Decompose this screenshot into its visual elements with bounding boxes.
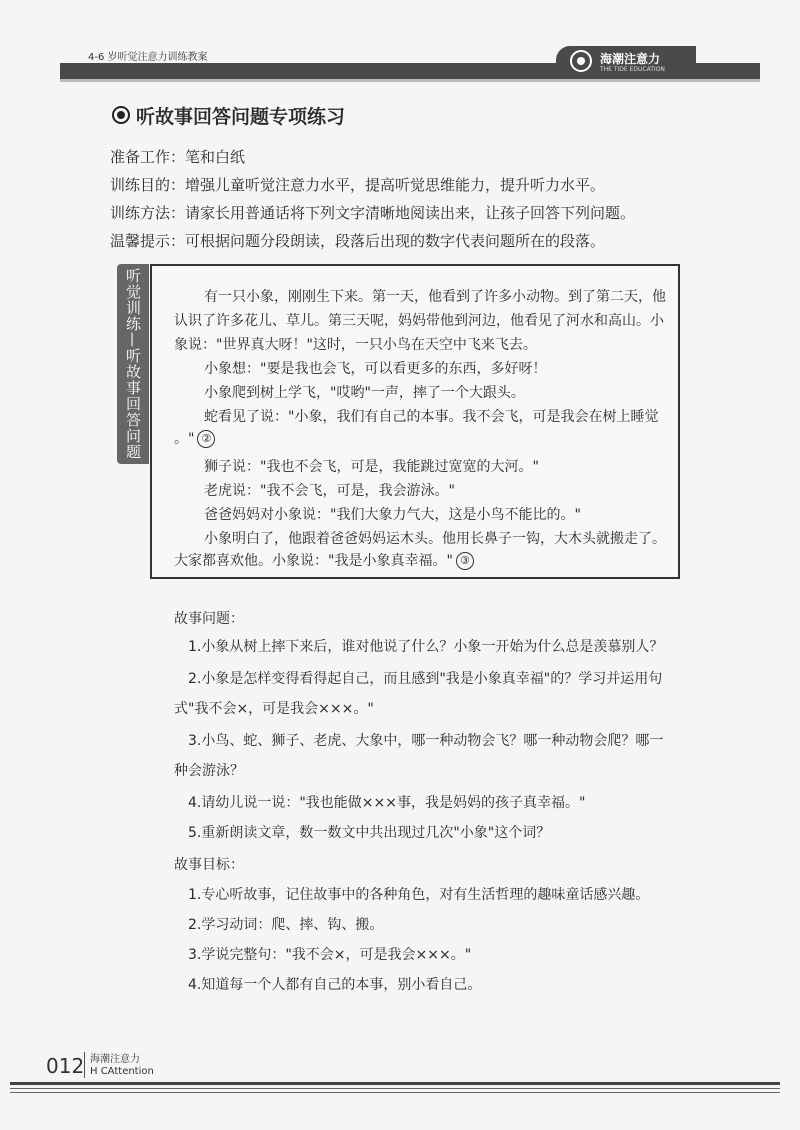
paragraph-marker-2: ② xyxy=(197,430,215,448)
info-tip: 温馨提示：可根据问题分段朗读，段落后出现的数字代表问题所在的段落。 xyxy=(110,232,606,250)
story-line: 蛇看见了说："小象，我们有自己的本事。我不会飞，可是我会在树上睡觉 xyxy=(204,409,659,425)
story-line: 小象想："要是我也会飞，可以看更多的东西，多好呀！ xyxy=(204,361,547,377)
bullet-circle-icon xyxy=(112,106,130,124)
story-line: 爸爸妈妈对小象说："我们大象力气大，这是小鸟不能比的。" xyxy=(204,507,581,523)
footer-rule xyxy=(10,1092,780,1093)
story-line: 老虎说："我不会飞，可是，我会游泳。" xyxy=(204,483,455,499)
footer-rule xyxy=(10,1088,780,1089)
goals-heading: 故事目标： xyxy=(174,857,244,873)
question-item: 5.重新朗读文章，数一数文中共出现过几次"小象"这个词？ xyxy=(188,825,551,841)
goal-item: 2.学习动词：爬、摔、钩、搬。 xyxy=(188,917,384,933)
questions-heading: 故事问题： xyxy=(174,611,244,627)
brand-subtitle: THE TIDE EDUCATION xyxy=(600,66,665,73)
story-line: 象说："世界真大呀！"这时，一只小鸟在天空中飞来飞去。 xyxy=(174,337,537,353)
question-item: 3.小鸟、蛇、狮子、老虎、大象中，哪一种动物会飞？哪一种动物会爬？哪一 xyxy=(188,733,664,749)
header-underline xyxy=(60,79,760,82)
info-purpose: 训练目的：增强儿童听觉注意力水平，提高听觉思维能力，提升听力水平。 xyxy=(110,176,606,194)
story-line: 小象明白了，他跟着爸爸妈妈运木头。他用长鼻子一钩，大木头就搬走了。 xyxy=(204,531,666,547)
footer-rule xyxy=(10,1082,780,1085)
brand-name: 海潮注意力 xyxy=(600,52,661,66)
story-line: 有一只小象，刚刚生下来。第一天，他看到了许多小动物。到了第二天，他 xyxy=(204,289,666,305)
info-preparation: 准备工作：笔和白纸 xyxy=(110,148,246,166)
header-title: 4-6 岁听觉注意力训练教案 xyxy=(88,52,208,63)
question-item: 4.请幼儿说一说："我也能做×××事，我是妈妈的孩子真幸福。" xyxy=(188,795,586,811)
question-item: 1.小象从树上摔下来后，谁对他说了什么？小象一开始为什么总是羡慕别人？ xyxy=(188,639,664,655)
story-line: 大家都喜欢他。小象说："我是小象真幸福。" xyxy=(174,553,453,569)
story-line: 。" xyxy=(174,431,195,447)
section-title: 听故事回答问题专项练习 xyxy=(136,106,346,128)
footer-brand xyxy=(90,1054,154,1078)
footer-brand-en: H CAttention xyxy=(90,1066,154,1077)
question-item: 种会游泳？ xyxy=(174,763,244,779)
question-item: 式"我不会×，可是我会×××。" xyxy=(174,701,374,717)
question-item: 2.小象是怎样变得看得起自己，而且感到"我是小象真幸福"的？学习并运用句 xyxy=(188,671,663,687)
story-line-with-marker xyxy=(174,550,474,570)
brand-logo-icon xyxy=(570,50,592,72)
paragraph-marker-3: ③ xyxy=(456,552,474,570)
story-line: 小象爬到树上学飞，"哎哟"一声，摔了一个大跟头。 xyxy=(204,385,525,401)
story-line: 认识了许多花儿、草儿。第三天呢，妈妈带他到河边，他看见了河水和高山。小 xyxy=(174,313,664,329)
footer-brand-cn: 海潮注意力 xyxy=(90,1054,140,1065)
story-line: 狮子说："我也不会飞，可是，我能跳过宽宽的大河。" xyxy=(204,459,539,475)
goal-item: 4.知道每一个人都有自己的本事，别小看自己。 xyxy=(188,977,482,993)
page-number: 012 xyxy=(46,1054,85,1078)
info-method: 训练方法：请家长用普通话将下列文字清晰地阅读出来，让孩子回答下列问题。 xyxy=(110,204,636,222)
goal-item: 1.专心听故事，记住故事中的各种角色，对有生活哲理的趣味童话感兴趣。 xyxy=(188,887,650,903)
footer-divider xyxy=(84,1052,85,1078)
goal-item: 3.学说完整句："我不会×，可是我会×××。" xyxy=(188,947,472,963)
story-line-with-marker xyxy=(174,428,215,448)
side-tab-label: 听觉训练—听故事回答问题 xyxy=(117,264,149,464)
